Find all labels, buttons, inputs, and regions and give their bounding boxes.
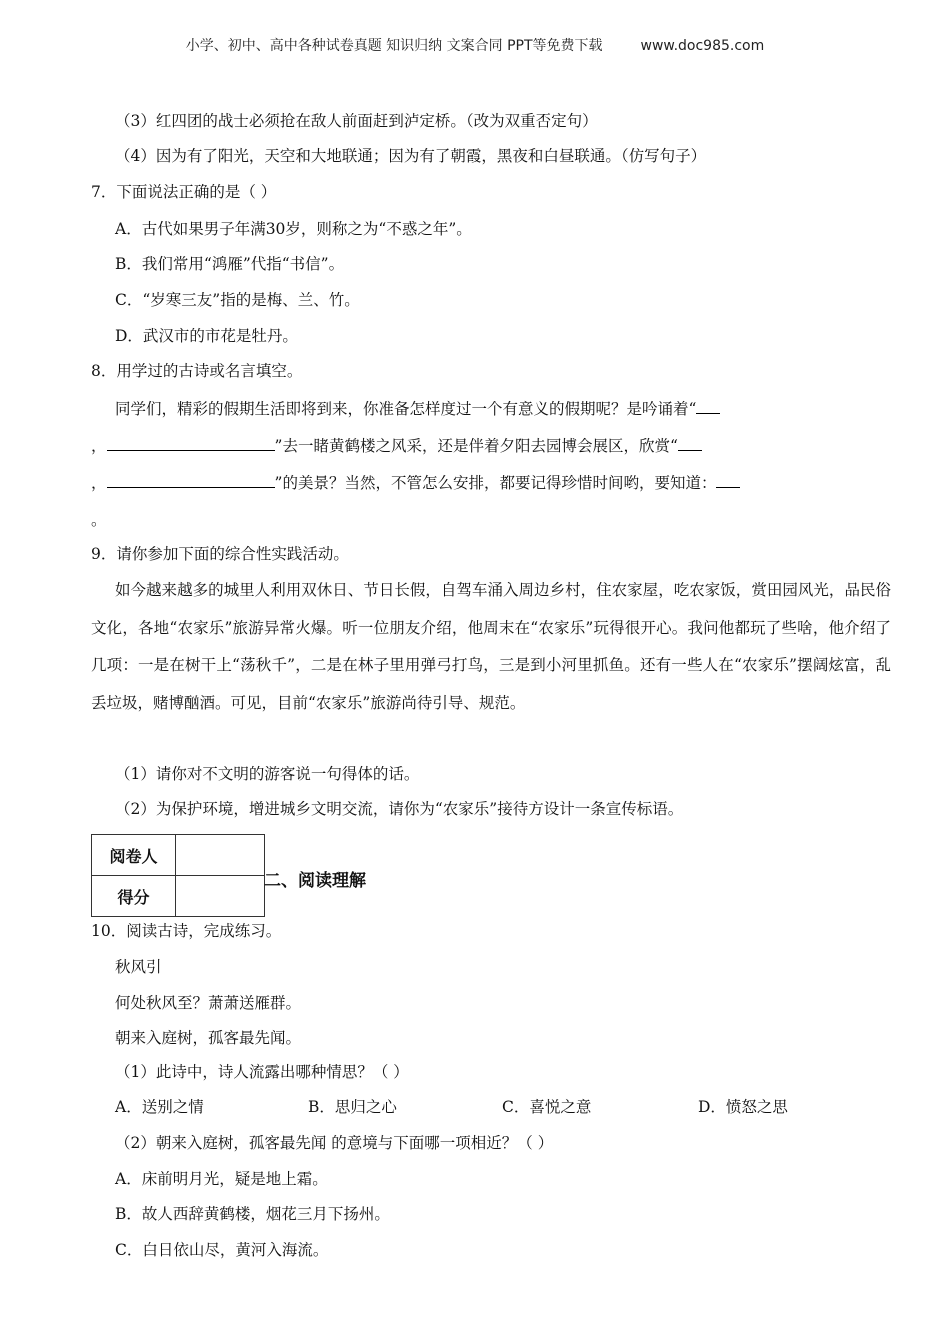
q8-line3-text: ”的美景？当然，不管怎么安排，都要记得珍惜时间哟，要知道： [274, 474, 717, 492]
q7-option-c: C．“岁寒三友”指的是梅、兰、竹。 [115, 291, 360, 309]
q8-line2-text: ”去一睹黄鹤楼之风采，还是伴着夕阳去园博会展区，欣赏“ [274, 437, 678, 455]
poem-title: 秋风引 [115, 958, 162, 976]
q9-paragraph: 如今越来越多的城里人利用双休日、节日长假，自驾车涌入周边乡村，住农家屋，吃农家饭，赏田园风光，品民俗文化，各地“农家乐”旅游异常火爆。听一位朋友介绍，他周末在“农家乐”玩得很开心。我问他都玩了些啥，他介绍了几项：一是在树干上“荡秋千”，二是在林子里用弹弓打鸟，三是到小河里抓鱼。还有一些人在“农家乐”摆阔炫富，乱丢垃圾，赌博酗酒。可见，目前“农家乐”旅游尚待引导、规范。 [91, 581, 891, 713]
poem-line-1: 何处秋风至？萧萧送雁群。 [115, 994, 302, 1012]
q10-sub2: （2）朝来入庭树，孤客最先闻 的意境与下面哪一项相近？（ ） [115, 1134, 554, 1152]
page-header [0, 35, 950, 55]
q9-stem: 9．请你参加下面的综合性实践活动。 [91, 545, 349, 563]
q9-part2: （2）为保护环境，增进城乡文明交流，请你为“农家乐”接待方设计一条宣传标语。 [115, 800, 684, 818]
q8-line2-comma: ， [91, 437, 107, 455]
q7-option-b: B．我们常用“鸿雁”代指“书信”。 [115, 255, 345, 273]
poem-line-2: 朝来入庭树，孤客最先闻。 [115, 1029, 302, 1047]
q9-part1: （1）请你对不文明的游客说一句得体的话。 [115, 765, 420, 783]
fill-blank[interactable] [696, 397, 720, 414]
reviewer-cell[interactable] [176, 835, 265, 876]
q8-line1 [115, 397, 720, 420]
q8-line4: 。 [91, 511, 107, 529]
fill-blank[interactable] [678, 434, 702, 451]
q6-part4: （4）因为有了阳光，天空和大地联通；因为有了朝霞，黑夜和白昼联通。（仿写句子） [115, 147, 707, 165]
q7-stem: 7．下面说法正确的是（ ） [91, 183, 277, 201]
q10-sub1-options [115, 1096, 788, 1118]
sub1-option-a: A．送别之情 [115, 1098, 204, 1116]
q7-option-d: D．武汉市的市花是牡丹。 [115, 327, 298, 345]
sub1-option-c: C．喜悦之意 [502, 1098, 592, 1116]
q10-sub1: （1）此诗中，诗人流露出哪种情思？（ ） [115, 1063, 409, 1081]
sub2-option-a: A．床前明月光，疑是地上霜。 [115, 1170, 328, 1188]
header-text: 小学、初中、高中各种试卷真题 知识归纳 文案合同 PPT等免费下载 [185, 38, 603, 54]
fill-blank[interactable] [107, 471, 275, 488]
q8-line2 [91, 434, 702, 457]
sub1-option-b: B．思归之心 [308, 1098, 397, 1116]
reviewer-label: 阅卷人 [92, 835, 176, 876]
sub2-option-c: C．白日依山尽，黄河入海流。 [115, 1241, 329, 1259]
q8-stem: 8．用学过的古诗或名言填空。 [91, 362, 303, 380]
sub2-option-b: B．故人西辞黄鹤楼，烟花三月下扬州。 [115, 1205, 390, 1223]
q7-option-a: A．古代如果男子年满30岁，则称之为“不惑之年”。 [115, 220, 472, 238]
header-site[interactable]: www.doc985.com [640, 38, 765, 54]
q10-stem: 10．阅读古诗，完成练习。 [91, 922, 282, 940]
sub1-option-d: D．愤怒之思 [698, 1098, 788, 1116]
q8-line1-text: 同学们，精彩的假期生活即将到来，你准备怎样度过一个有意义的假期呢？是吟诵着“ [115, 400, 697, 418]
score-table [91, 834, 265, 917]
score-cell[interactable] [176, 876, 265, 917]
score-label: 得分 [92, 876, 176, 917]
fill-blank[interactable] [716, 471, 740, 488]
q6-part3: （3）红四团的战士必须抢在敌人前面赶到泸定桥。（改为双重否定句） [115, 112, 598, 130]
q8-line3 [91, 471, 740, 494]
fill-blank[interactable] [107, 434, 275, 451]
q8-line3-comma: ， [91, 474, 107, 492]
section-title: 二、阅读理解 [264, 871, 366, 891]
